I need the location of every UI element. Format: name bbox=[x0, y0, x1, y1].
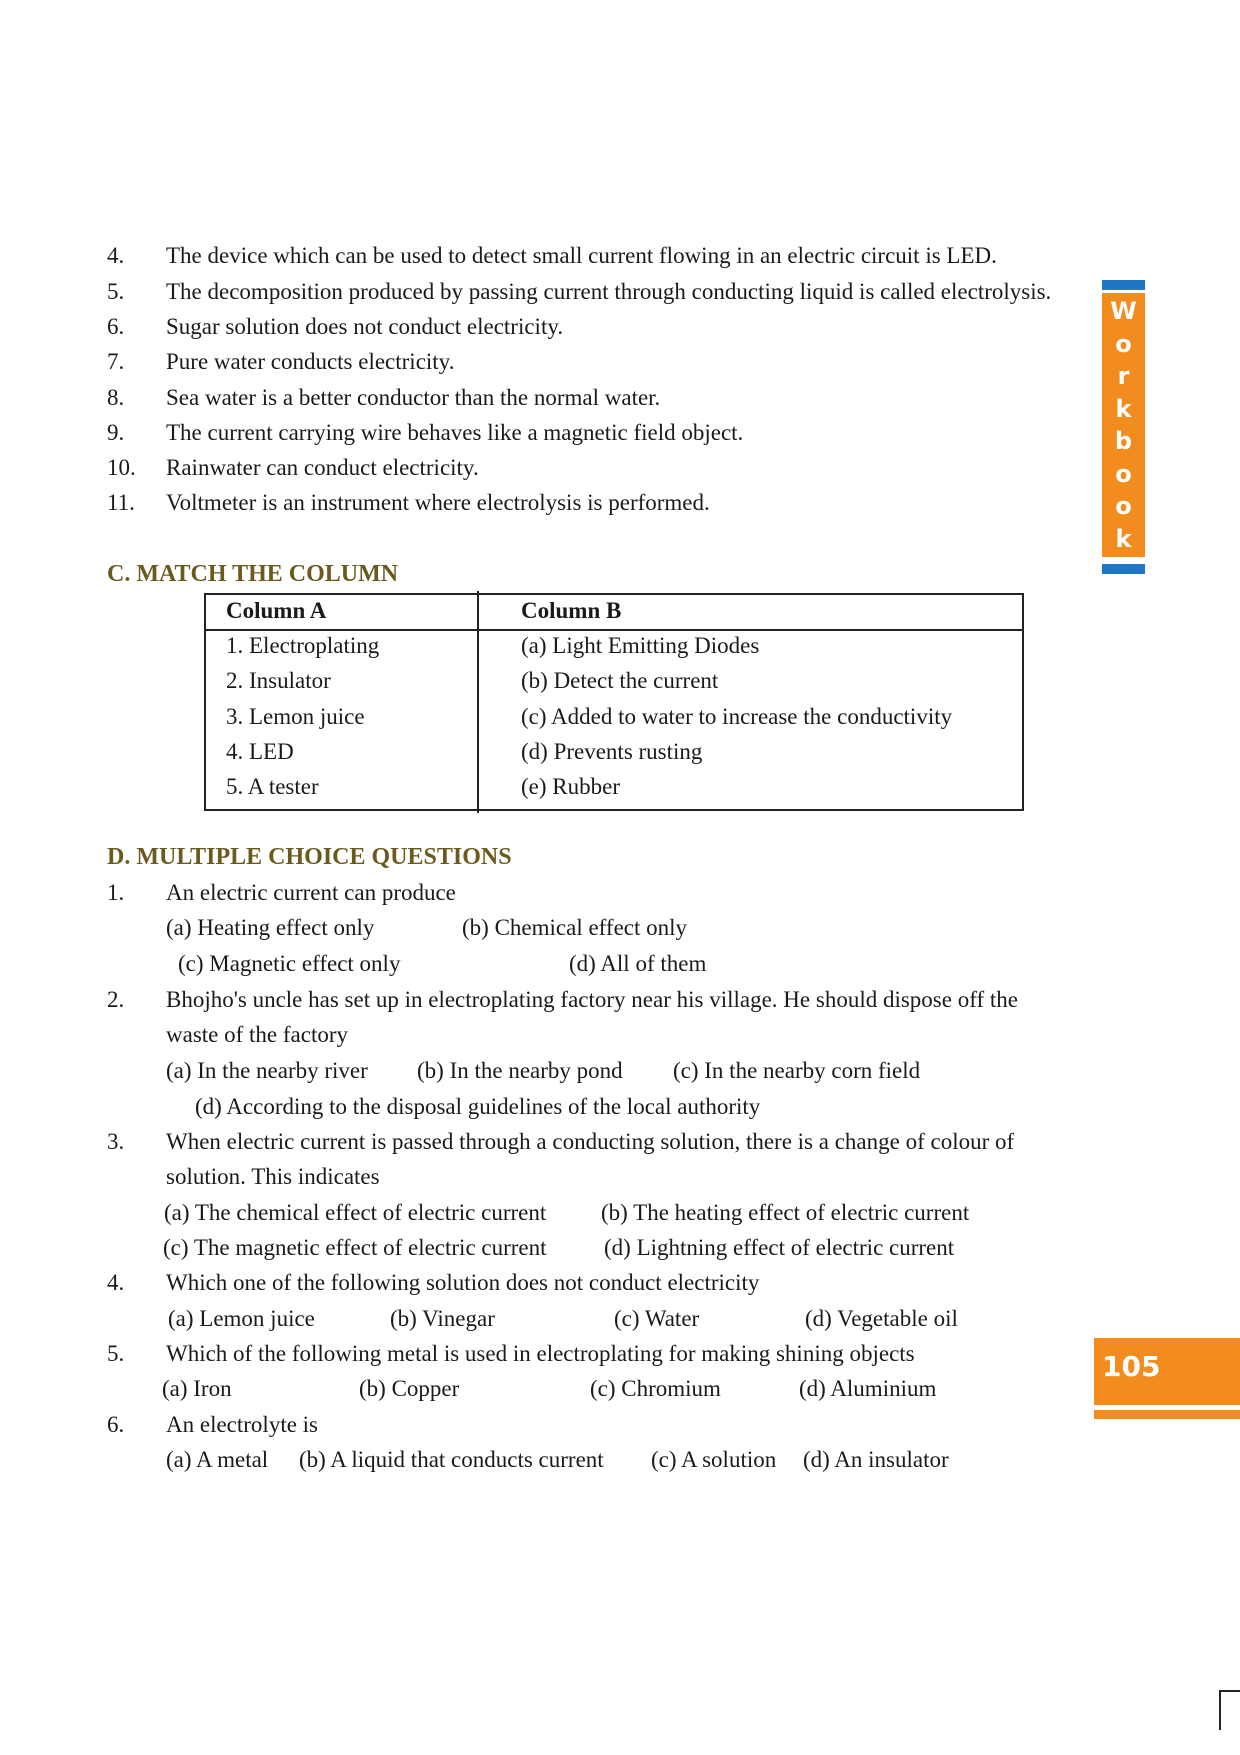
option: (c) Magnetic effect only bbox=[178, 951, 401, 976]
section-c-title: C. MATCH THE COLUMN bbox=[107, 561, 399, 587]
option: (c) A solution bbox=[651, 1447, 777, 1472]
question-text: waste of the factory bbox=[166, 1022, 349, 1047]
question-number: 6. bbox=[107, 1412, 125, 1437]
question-number: 1. bbox=[107, 880, 125, 905]
workbook-letter: o bbox=[1115, 329, 1132, 358]
column-b-item: (c) Added to water to increase the conductivity bbox=[521, 704, 953, 729]
workbook-letter: k bbox=[1115, 394, 1132, 423]
question-text: An electrolyte is bbox=[166, 1412, 319, 1437]
option: (d) Aluminium bbox=[799, 1376, 937, 1401]
table-divider bbox=[477, 591, 479, 813]
option: (a) A metal bbox=[166, 1447, 269, 1472]
crop-mark bbox=[1219, 1690, 1221, 1730]
item-text: Voltmeter is an instrument where electrolysis is performed. bbox=[166, 490, 710, 515]
item-number: 10. bbox=[107, 455, 136, 480]
option: (b) A liquid that conducts current bbox=[299, 1447, 604, 1472]
option: (a) Iron bbox=[162, 1376, 232, 1401]
column-b-item: (a) Light Emitting Diodes bbox=[521, 633, 760, 658]
workbook-letter: o bbox=[1115, 492, 1132, 521]
page-number: 105 bbox=[1102, 1350, 1161, 1383]
option: (c) Chromium bbox=[590, 1376, 721, 1401]
question-text: Which of the following metal is used in electroplating for making shining objects bbox=[166, 1341, 915, 1366]
option: (d) An insulator bbox=[803, 1447, 949, 1472]
option: (a) In the nearby river bbox=[166, 1058, 368, 1083]
column-a-item: 3. Lemon juice bbox=[226, 704, 365, 729]
item-text: The device which can be used to detect small current flowing in an electric circuit is LED. bbox=[166, 243, 997, 268]
column-b-header: Column B bbox=[521, 598, 622, 623]
column-a-item: 1. Electroplating bbox=[226, 633, 380, 658]
workbook-letter: W bbox=[1110, 297, 1137, 326]
item-text: The decomposition produced by passing current through conducting liquid is called electrolysis. bbox=[166, 279, 1052, 304]
item-number: 5. bbox=[107, 279, 125, 304]
option: (a) Lemon juice bbox=[168, 1306, 315, 1331]
section-d-title: D. MULTIPLE CHOICE QUESTIONS bbox=[107, 844, 512, 870]
column-a-item: 2. Insulator bbox=[226, 668, 331, 693]
workbook-tab-top-bar bbox=[1102, 280, 1145, 290]
option: (c) The magnetic effect of electric current bbox=[163, 1235, 547, 1260]
workbook-side-tab bbox=[1102, 293, 1145, 557]
option: (a) The chemical effect of electric current bbox=[164, 1200, 547, 1225]
item-number: 4. bbox=[107, 243, 125, 268]
question-number: 5. bbox=[107, 1341, 125, 1366]
question-number: 3. bbox=[107, 1129, 125, 1154]
question-number: 4. bbox=[107, 1270, 125, 1295]
item-text: Sugar solution does not conduct electricity. bbox=[166, 314, 564, 339]
item-text: The current carrying wire behaves like a magnetic field object. bbox=[166, 420, 744, 445]
option: (a) Heating effect only bbox=[166, 915, 375, 940]
option: (d) All of them bbox=[569, 951, 707, 976]
option: (c) Water bbox=[614, 1306, 700, 1331]
match-table bbox=[204, 593, 1024, 811]
item-text: Rainwater can conduct electricity. bbox=[166, 455, 479, 480]
workbook-letter: r bbox=[1117, 362, 1130, 391]
column-b-item: (e) Rubber bbox=[521, 774, 620, 799]
column-a-item: 4. LED bbox=[226, 739, 294, 764]
item-text: Sea water is a better conductor than the normal water. bbox=[166, 385, 661, 410]
page-number-tab bbox=[1094, 1338, 1240, 1405]
option: (b) Copper bbox=[359, 1376, 460, 1401]
option: (d) Lightning effect of electric current bbox=[604, 1235, 955, 1260]
question-text: An electric current can produce bbox=[166, 880, 456, 905]
question-text: When electric current is passed through a conducting solution, there is a change of colour of bbox=[166, 1129, 1015, 1154]
option: (c) In the nearby corn field bbox=[673, 1058, 921, 1083]
question-number: 2. bbox=[107, 987, 125, 1012]
workbook-tab-bottom-bar bbox=[1102, 564, 1145, 574]
option: (d) According to the disposal guidelines of the local authority bbox=[195, 1094, 761, 1119]
workbook-letter: b bbox=[1114, 427, 1133, 456]
question-text: Bhojho's uncle has set up in electroplating factory near his village. He should dispose off the bbox=[166, 987, 1018, 1012]
page-number-underline bbox=[1094, 1410, 1240, 1419]
question-text: solution. This indicates bbox=[166, 1164, 380, 1189]
item-number: 11. bbox=[107, 490, 135, 515]
option: (b) Chemical effect only bbox=[462, 915, 688, 940]
workbook-letter: k bbox=[1115, 524, 1132, 553]
workbook-letter: o bbox=[1115, 459, 1132, 488]
column-b-item: (d) Prevents rusting bbox=[521, 739, 703, 764]
column-a-item: 5. A tester bbox=[226, 774, 319, 799]
option: (b) Vinegar bbox=[390, 1306, 495, 1331]
table-header-rule bbox=[206, 629, 1022, 631]
option: (d) Vegetable oil bbox=[805, 1306, 958, 1331]
question-text: Which one of the following solution does not conduct electricity bbox=[166, 1270, 760, 1295]
item-text: Pure water conducts electricity. bbox=[166, 349, 455, 374]
column-b-item: (b) Detect the current bbox=[521, 668, 719, 693]
column-a-header: Column A bbox=[226, 598, 327, 623]
option: (b) In the nearby pond bbox=[417, 1058, 623, 1083]
option: (b) The heating effect of electric current bbox=[601, 1200, 970, 1225]
item-number: 7. bbox=[107, 349, 125, 374]
item-number: 8. bbox=[107, 385, 125, 410]
item-number: 9. bbox=[107, 420, 125, 445]
crop-mark bbox=[1219, 1690, 1240, 1692]
item-number: 6. bbox=[107, 314, 125, 339]
